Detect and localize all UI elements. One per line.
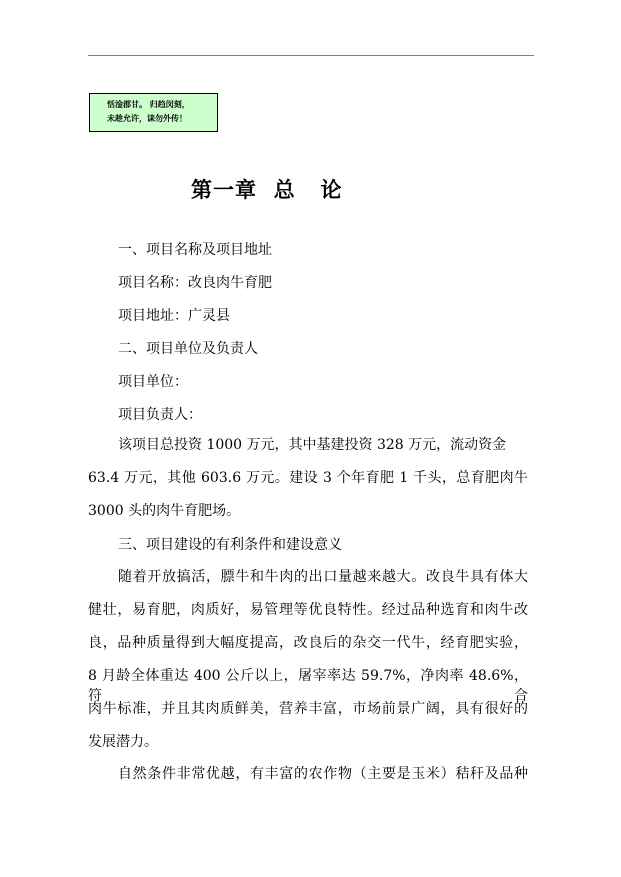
stamp-line-1: 恬淦郡甘。 归趋闵刻， <box>107 100 190 109</box>
paragraph-1-line-2: 健壮，易育肥，肉质好，易管理等优良特性。经过品种选育和肉牛改 <box>88 602 528 618</box>
investment-line-2: 63.4 万元，其他 603.6 万元。建设 3 个年育肥 1 千头，总育肥肉牛 <box>88 470 528 486</box>
investment-line-1: 该项目总投资 1000 万元，其中基建投资 328 万元，流动资金 <box>118 437 507 453</box>
project-address-line: 项目地址：广灵县 <box>118 308 230 324</box>
investment-line-3: 3000 头的肉牛育肥场。 <box>88 503 241 519</box>
confidential-stamp <box>89 93 218 132</box>
stamp-line-2: 未趁允许，诔勿外传！ <box>107 114 187 123</box>
paragraph-1-line-3: 良，品种质量得到大幅度提高，改良后的杂交一代牛，经育肥实验， <box>88 635 528 651</box>
header-rule <box>88 55 534 56</box>
section-3-heading: 三、项目建设的有利条件和建设意义 <box>118 537 342 553</box>
paragraph-2-line-1: 自然条件非常优越，有丰富的农作物（主要是玉米）秸秆及品种 <box>118 766 528 782</box>
project-leader-line: 项目负责人： <box>118 407 202 423</box>
project-unit-line: 项目单位： <box>118 374 188 390</box>
chapter-title: 第一章 总 论 <box>191 178 343 202</box>
project-name-line: 项目名称：改良肉牛育肥 <box>118 275 272 291</box>
paragraph-1-line-6: 发展潜力。 <box>88 734 158 750</box>
paragraph-1-line-5: 肉牛标准，并且其肉质鲜美，营养丰富，市场前景广阔，具有很好的 <box>88 701 528 717</box>
paragraph-1-line-4: 8 月龄全体重达 400 公斤以上，屠宰率达 59.7%，净肉率 48.6%，符合 <box>88 668 528 704</box>
paragraph-1-line-1: 随着开放搞活，膘牛和牛肉的出口量越来越大。改良牛具有体大 <box>118 569 528 585</box>
section-1-heading: 一、项目名称及项目地址 <box>118 242 272 258</box>
section-2-heading: 二、项目单位及负责人 <box>118 341 258 357</box>
